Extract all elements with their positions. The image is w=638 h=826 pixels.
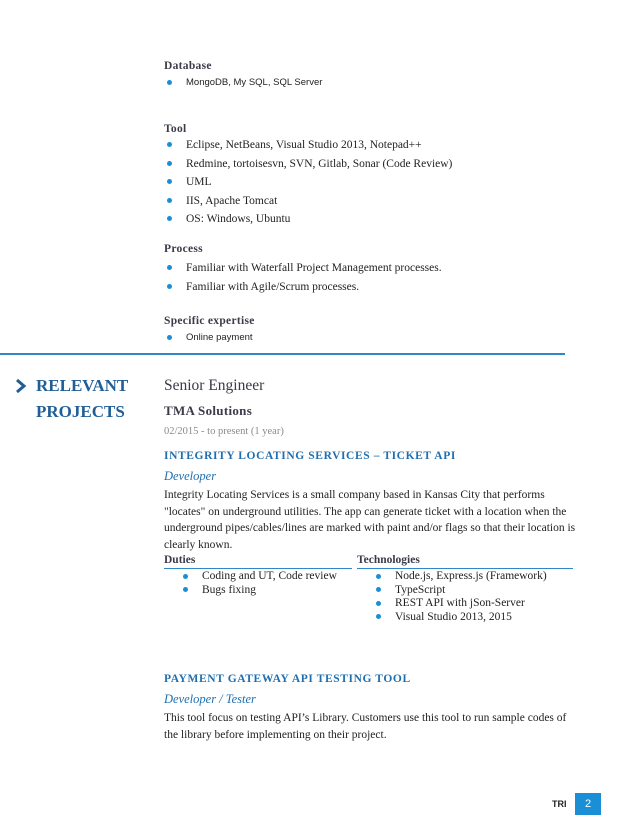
duties-rule: [164, 568, 352, 569]
project-description: This tool focus on testing API’s Library. Customers use this tool to run sample codes of the library before implementing on their project.: [164, 712, 567, 741]
tool-list: [164, 136, 452, 229]
list-item: UML: [164, 173, 452, 192]
technologies-list: [373, 570, 547, 624]
page-number: 2: [575, 793, 601, 815]
project-title: INTEGRITY LOCATING SERVICES – TICKET API: [164, 450, 456, 462]
list-item: Bugs fixing: [180, 584, 337, 598]
section-divider: [0, 353, 565, 355]
list-item: IIS, Apache Tomcat: [164, 192, 452, 211]
project-title: PAYMENT GATEWAY API TESTING TOOL: [164, 673, 411, 685]
section-title-line1: RELEVANT: [36, 376, 129, 395]
list-item: Familiar with Agile/Scrum processes.: [164, 278, 442, 297]
company-name: TMA Solutions: [164, 403, 253, 418]
list-item: Online payment: [164, 329, 253, 348]
chevron-right-icon: [14, 379, 28, 393]
job-role: Senior Engineer: [164, 377, 265, 394]
project-role: Developer: [164, 469, 217, 483]
list-item: TypeScript: [373, 584, 547, 598]
project-description: Integrity Locating Services is a small company based in Kansas City that performs "locates" on underground utilities. The app can generate ticket with a location when the underground pipes/cables/lines are marked with paint and/or flags so that their location is clearly known.: [164, 489, 576, 551]
database-heading: Database: [164, 60, 212, 72]
list-item: REST API with jSon-Server: [373, 597, 547, 611]
duties-heading: Duties: [164, 554, 196, 566]
list-item: Eclipse, NetBeans, Visual Studio 2013, Notepad++: [164, 136, 452, 155]
technologies-rule: [357, 568, 573, 569]
section-title-line2: PROJECTS: [36, 402, 125, 421]
list-item: MongoDB, My SQL, SQL Server: [164, 74, 322, 93]
database-list: [164, 74, 322, 93]
section-title: [14, 373, 128, 425]
specific-expertise-list: [164, 329, 253, 348]
process-list: [164, 259, 442, 296]
duties-list: [180, 570, 337, 597]
specific-expertise-heading: Specific expertise: [164, 315, 255, 327]
job-period: 02/2015 - to present (1 year): [164, 426, 284, 437]
list-item: OS: Windows, Ubuntu: [164, 210, 452, 229]
project-role: Developer / Tester: [164, 692, 256, 706]
technologies-heading: Technologies: [357, 554, 420, 566]
list-item: Visual Studio 2013, 2015: [373, 611, 547, 625]
tool-heading: Tool: [164, 123, 187, 135]
process-heading: Process: [164, 243, 203, 255]
list-item: Redmine, tortoisesvn, SVN, Gitlab, Sonar (Code Review): [164, 155, 452, 174]
footer-tag: TRI: [552, 799, 567, 809]
list-item: Coding and UT, Code review: [180, 570, 337, 584]
list-item: Node.js, Express.js (Framework): [373, 570, 547, 584]
list-item: Familiar with Waterfall Project Management processes.: [164, 259, 442, 278]
